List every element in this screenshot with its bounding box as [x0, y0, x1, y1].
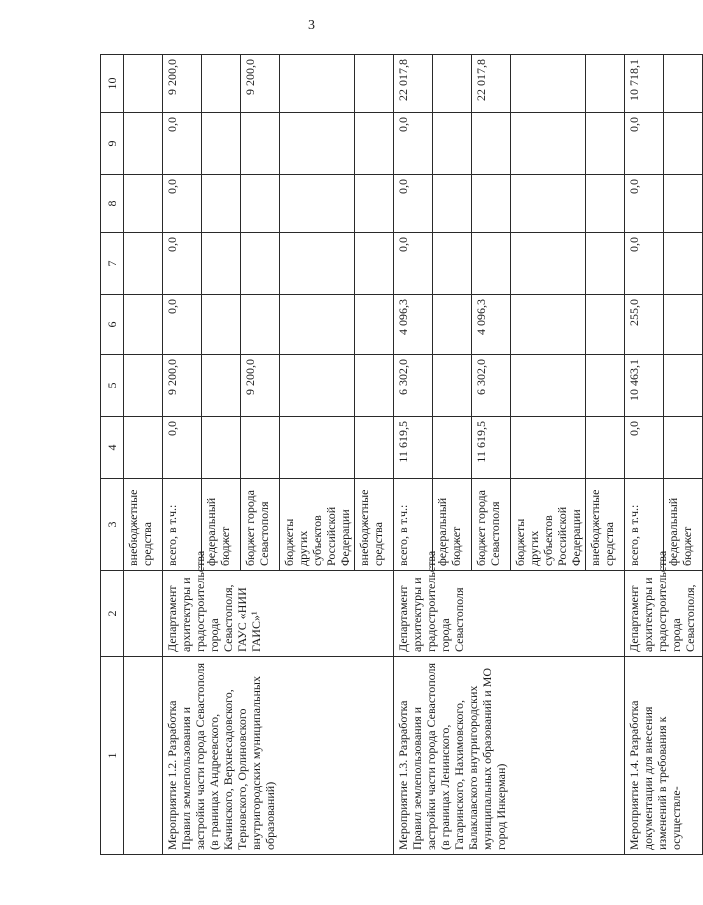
amount-cell — [280, 55, 355, 113]
amount-cell — [202, 295, 241, 355]
amount-cell — [202, 113, 241, 175]
amount-cell — [202, 417, 241, 479]
column-number: 8 — [101, 175, 124, 233]
column-number-row — [101, 55, 124, 855]
amount-cell — [586, 175, 625, 233]
column-number: 10 — [101, 55, 124, 113]
amount-cell — [664, 55, 703, 113]
amount-cell — [586, 295, 625, 355]
amount-cell — [433, 355, 472, 417]
amount-cell — [241, 175, 280, 233]
amount-cell — [202, 55, 241, 113]
amount-cell — [280, 355, 355, 417]
amount-cell — [664, 417, 703, 479]
amount-cell — [355, 355, 394, 417]
measure-row — [394, 55, 433, 855]
amount-cell — [586, 55, 625, 113]
amount-cell — [511, 55, 586, 113]
amount-cell: 11 619,5 — [472, 417, 511, 479]
amount-cell: 0,0 — [163, 417, 202, 479]
amount-cell — [433, 295, 472, 355]
amount-cell: 0,0 — [163, 233, 202, 295]
amount-cell — [433, 417, 472, 479]
amount-cell — [241, 417, 280, 479]
amount-cell — [511, 295, 586, 355]
amount-cell — [433, 55, 472, 113]
amount-cell — [511, 355, 586, 417]
responsible-organization-cell: Департамент архитектуры и градостроительства города Севастополя — [394, 571, 625, 657]
continuation-empty-cell — [124, 417, 163, 479]
amount-cell — [664, 355, 703, 417]
amount-cell — [280, 233, 355, 295]
amount-cell — [202, 233, 241, 295]
responsible-organization-cell: Департамент архитектуры и градостроительства города Севастополя, ГАУС «НИИ ГАИС»¹ — [163, 571, 394, 657]
continuation-empty-cell — [124, 295, 163, 355]
amount-cell — [511, 113, 586, 175]
budget-table — [100, 54, 703, 855]
amount-cell — [664, 113, 703, 175]
continuation-empty-cell — [124, 657, 163, 855]
amount-cell: 255,0 — [625, 295, 664, 355]
amount-cell: 22 017,8 — [394, 55, 433, 113]
measure-row — [625, 55, 664, 855]
funding-source-cell: федеральный бюджет — [664, 479, 703, 571]
amount-cell — [433, 113, 472, 175]
amount-cell: 0,0 — [625, 417, 664, 479]
amount-cell: 9 200,0 — [163, 355, 202, 417]
amount-cell — [355, 295, 394, 355]
amount-cell: 11 619,5 — [394, 417, 433, 479]
amount-cell — [664, 175, 703, 233]
amount-cell — [511, 417, 586, 479]
amount-cell — [433, 175, 472, 233]
amount-cell — [355, 417, 394, 479]
amount-cell — [664, 295, 703, 355]
column-number: 1 — [101, 657, 124, 855]
rotated-table-container — [100, 55, 697, 855]
amount-cell: 9 200,0 — [163, 55, 202, 113]
amount-cell — [280, 113, 355, 175]
funding-source-cell: бюджеты других субъектов Российской Федерации — [280, 479, 355, 571]
amount-cell: 0,0 — [163, 113, 202, 175]
funding-source-cell: внебюджетные средства — [124, 479, 163, 571]
amount-cell — [355, 233, 394, 295]
amount-cell — [586, 355, 625, 417]
amount-cell: 10 463,1 — [625, 355, 664, 417]
amount-cell — [280, 175, 355, 233]
amount-cell — [355, 113, 394, 175]
amount-cell — [433, 233, 472, 295]
amount-cell: 9 200,0 — [241, 355, 280, 417]
column-number: 5 — [101, 355, 124, 417]
funding-source-cell: внебюджетные средства — [355, 479, 394, 571]
funding-source-cell: бюджеты других субъектов Российской Федерации — [511, 479, 586, 571]
amount-cell — [586, 417, 625, 479]
amount-cell — [202, 355, 241, 417]
measure-description-cell: Мероприятие 1.4. Разработка документации для внесения изменений в требования к осуществле- — [625, 657, 703, 855]
amount-cell — [511, 233, 586, 295]
amount-cell: 0,0 — [163, 295, 202, 355]
amount-cell — [280, 295, 355, 355]
column-number: 9 — [101, 113, 124, 175]
continuation-empty-cell — [124, 55, 163, 113]
table-body — [101, 55, 703, 855]
funding-source-cell: бюджет города Севастополя — [472, 479, 511, 571]
measure-description-cell: Мероприятие 1.3. Разработка Правил землепользования и застройки части города Севастополя (в границах Ленинского, Гагаринского, Нахимовского, Балаклавского внутригородских муниципальных образований и МО город Инкерман) — [394, 657, 625, 855]
continuation-row — [124, 55, 163, 855]
amount-cell — [586, 233, 625, 295]
amount-cell: 9 200,0 — [241, 55, 280, 113]
amount-cell — [241, 233, 280, 295]
amount-cell: 4 096,3 — [394, 295, 433, 355]
column-number: 2 — [101, 571, 124, 657]
page-number: 3 — [308, 18, 315, 33]
amount-cell — [472, 113, 511, 175]
funding-source-cell: бюджет города Севастополя — [241, 479, 280, 571]
funding-source-cell: всего, в т.ч.: — [163, 479, 202, 571]
amount-cell: 0,0 — [163, 175, 202, 233]
amount-cell: 22 017,8 — [472, 55, 511, 113]
continuation-empty-cell — [124, 113, 163, 175]
amount-cell — [355, 55, 394, 113]
funding-source-cell: федеральный бюджет — [433, 479, 472, 571]
amount-cell — [511, 175, 586, 233]
continuation-empty-cell — [124, 355, 163, 417]
amount-cell: 10 718,1 — [625, 55, 664, 113]
amount-cell: 0,0 — [394, 113, 433, 175]
amount-cell: 4 096,3 — [472, 295, 511, 355]
amount-cell: 6 302,0 — [394, 355, 433, 417]
amount-cell: 0,0 — [625, 233, 664, 295]
amount-cell: 0,0 — [625, 175, 664, 233]
amount-cell — [202, 175, 241, 233]
continuation-empty-cell — [124, 233, 163, 295]
column-number: 4 — [101, 417, 124, 479]
amount-cell — [472, 175, 511, 233]
funding-source-cell: всего, в т.ч.: — [625, 479, 664, 571]
funding-source-cell: всего, в т.ч.: — [394, 479, 433, 571]
column-number: 3 — [101, 479, 124, 571]
column-number: 7 — [101, 233, 124, 295]
measure-description-cell: Мероприятие 1.2. Разработка Правил землепользования и застройки части города Севастополя (в границах Андреевского, Качинского, Верхнесадовского, Терновского, Орлиновского внутригородских муниципальных образований) — [163, 657, 394, 855]
amount-cell: 0,0 — [625, 113, 664, 175]
amount-cell: 0,0 — [394, 175, 433, 233]
amount-cell: 6 302,0 — [472, 355, 511, 417]
amount-cell — [664, 233, 703, 295]
responsible-organization-cell: Департамент архитектуры и градостроительства города Севастополя, — [625, 571, 703, 657]
amount-cell — [355, 175, 394, 233]
amount-cell — [586, 113, 625, 175]
amount-cell — [472, 233, 511, 295]
continuation-empty-cell — [124, 175, 163, 233]
funding-source-cell: федеральный бюджет — [202, 479, 241, 571]
funding-source-cell: внебюджетные средства — [586, 479, 625, 571]
amount-cell — [241, 295, 280, 355]
amount-cell — [241, 113, 280, 175]
measure-row — [163, 55, 202, 855]
amount-cell — [280, 417, 355, 479]
continuation-empty-cell — [124, 571, 163, 657]
column-number: 6 — [101, 295, 124, 355]
amount-cell: 0,0 — [394, 233, 433, 295]
